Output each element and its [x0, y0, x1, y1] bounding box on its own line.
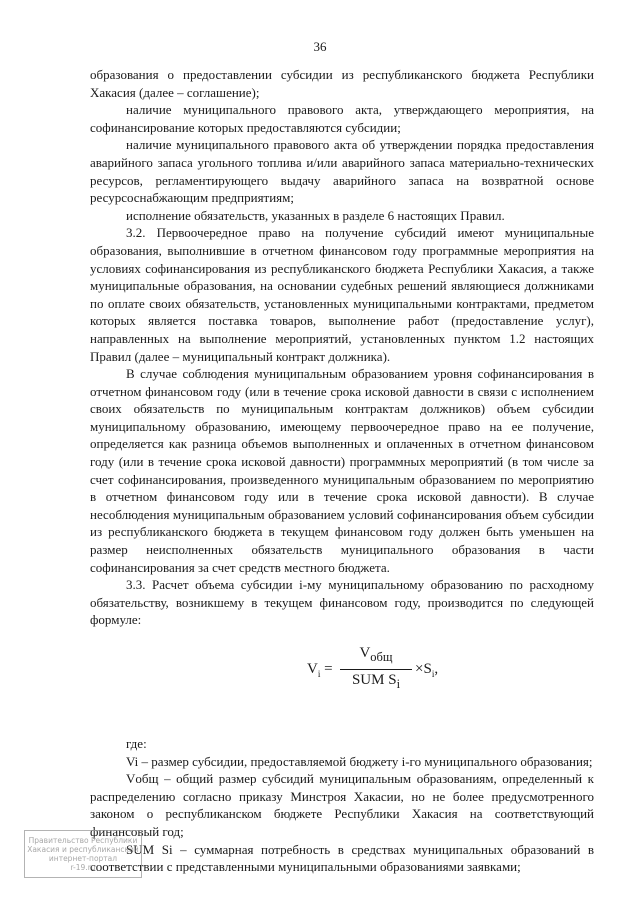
formula-fraction — [340, 645, 412, 693]
definition: Vобщ – общий размер субсидий муниципальным образованиям, определенный к распределению согласно приказу Минстроя Хакасии, но не более предусмотренного законом о республиканском бюджете Республики Хакасия на соответствующий финансовый год; — [90, 771, 594, 839]
paragraph: 3.2. Первоочередное право на получение субсидий имеют муниципальные образования, выполнившие в отчетном финансовом году программные мероприятия на условиях софинансирования из республиканского бюджета Республики Хакасия, а также муниципальные образования, на основании судебных решений являющиеся должниками по оплате своих обязательств, установленных муниципальными контрактами, предметом которых является поставка товаров, выполнение работ (предоставление услуг), направленных на выполнение мероприятий, установленных пунктом 1.2 настоящих Правил (далее – муниципальный контракт должника). — [90, 225, 594, 364]
formula-lhs: $V_i$ = — [307, 661, 333, 679]
formula-numerator: $V_{общ}$ — [340, 645, 412, 670]
paragraph: исполнение обязательств, указанных в разделе 6 настоящих Правил. — [126, 207, 505, 223]
paragraph: 3.3. Расчет объема субсидии i-му муниципальному образованию по расходному обязательству, возникшему в текущем финансовом году, производится по следующей формуле: — [90, 577, 594, 628]
registry-stamp: Правительство Республики Хакасия и республиканский интернет-портал r-19.ru — [24, 830, 142, 878]
subsidy-formula — [90, 631, 594, 717]
body-text — [90, 66, 594, 876]
formula-denominator: SUM $S_i$ — [351, 671, 401, 691]
formula-multiplier: $\times S_i$, — [415, 661, 439, 679]
definition: где: — [126, 736, 147, 751]
definition: Vi – размер субсидии, предоставляемой бюджету i-го муниципального образования; — [126, 753, 593, 769]
paragraph: образования о предоставлении субсидии из республиканского бюджета Республики Хакасия (далее – соглашение); — [90, 67, 594, 100]
paragraph: В случае соблюдения муниципальным образованием уровня софинансирования в отчетном финансовом году (или в течение срока исковой давности в связи с исполнением своих обязательств по муниципальным контрактам должников) объем субсидии муниципальному образованию, имеющему первоочередное право на ее получение, определяется как разница объемов выполненных и оплаченных в отчетном финансовом году (или в течение срока исковой давности) программных мероприятий (в том числе за счет софинансирования, произведенного муниципальным образованием по мероприятию в отчетном финансовом году или в течение срока исковой давности). В случае несоблюдения муниципальным образованием условий софинансирования объем субсидии из республиканского бюджета в текущем финансовом году должен быть уменьшен на размер неисполненных обязательств муниципального образования в части софинансирования за счет средств местного бюджета. — [90, 366, 594, 575]
page-number: 36 — [313, 39, 327, 54]
paragraph: наличие муниципального правового акта об утверждении порядка предоставления аварийного запаса угольного топлива и/или аварийного запаса материально-технических ресурсов, регламентирующего выдачу аварийного запаса на возвратной основе ресурсоснабжающим предприятиям; — [90, 137, 594, 206]
definition: SUM Si – суммарная потребность в средствах муниципальных образований в соответствии с представленными муниципальными образованиями заявками; — [90, 841, 594, 875]
paragraph: наличие муниципального правового акта, утверждающего мероприятия, на софинансирование которых предоставляются субсидии; — [90, 102, 594, 135]
